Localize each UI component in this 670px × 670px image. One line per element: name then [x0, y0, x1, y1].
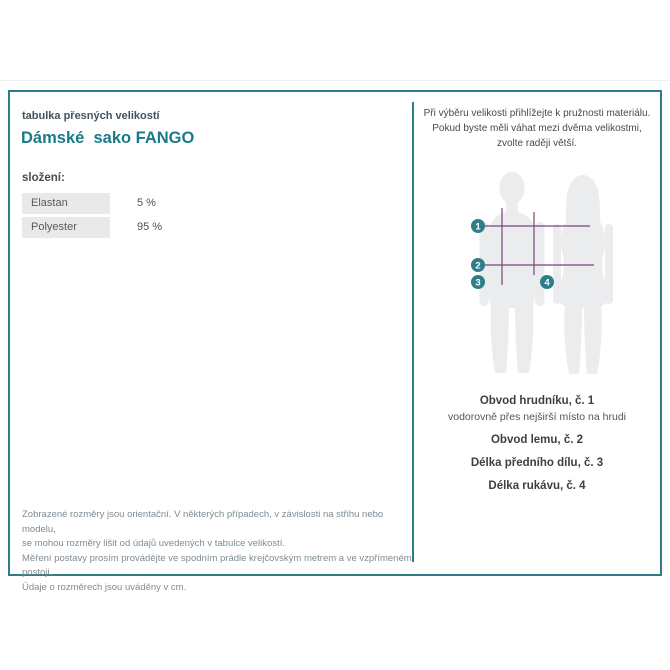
content-box [8, 90, 662, 593]
marker-2 [471, 258, 485, 272]
top-divider [0, 80, 670, 81]
disclaimer-line: Měření postavy prosím provádějte ve spodním prádle krejčovským metrem a ve vzpřímeném postoji. [22, 552, 412, 578]
right-panel [414, 92, 660, 574]
sizing-advice-line: Při výběru velikosti přihlížejte k pružnosti materiálu. [423, 108, 651, 119]
composition-heading: složení: [22, 172, 65, 184]
measurement-label: Obvod lemu, č. 2 [490, 434, 584, 446]
measurement-figure [457, 168, 617, 380]
sizing-advice-line: zvolte raději větší. [496, 138, 578, 149]
measurement-label: Délka rukávu, č. 4 [488, 480, 586, 492]
measurement-label: Obvod hrudníku, č. 1 [479, 395, 595, 407]
material-name: Elastan [22, 193, 110, 214]
sizing-advice [422, 106, 652, 151]
marker-1 [471, 219, 485, 233]
svg-text:4: 4 [544, 277, 550, 289]
marker-4 [540, 275, 554, 289]
female-silhouette [553, 175, 613, 374]
svg-text:3: 3 [475, 277, 481, 289]
disclaimer-line: Údaje o rozměrech jsou uváděny v cm. [22, 581, 187, 593]
marker-3 [471, 275, 485, 289]
male-silhouette [480, 172, 545, 373]
disclaimer-line: Zobrazené rozměry jsou orientační. V některých případech, v závislosti na střihu nebo modelu, [22, 509, 384, 535]
left-panel [10, 92, 412, 593]
measurement-note: vodorovně přes nejširší místo na hrudi [447, 411, 626, 423]
measurement-label: Délka předního dílu, č. 3 [470, 457, 604, 469]
disclaimer-text [22, 508, 412, 595]
svg-text:1: 1 [475, 221, 481, 233]
svg-text:2: 2 [475, 260, 481, 272]
material-name: Polyester [22, 217, 110, 238]
size-table-heading: tabulka přesných velikostí [22, 110, 160, 122]
disclaimer-line: se mohou rozměry lišit od údajů uvedených v tabulce velikostí. [22, 538, 285, 549]
product-title: Dámské sako FANGO [21, 129, 195, 147]
composition-table [22, 193, 252, 238]
measurement-legend [414, 395, 660, 493]
sizing-advice-line: Pokud byste měli váhat mezi dvěma velikostmi, [432, 123, 642, 134]
material-percentage: 5 % [137, 197, 156, 209]
table-row [22, 193, 252, 214]
material-percentage: 95 % [137, 221, 163, 233]
table-row [22, 217, 252, 238]
